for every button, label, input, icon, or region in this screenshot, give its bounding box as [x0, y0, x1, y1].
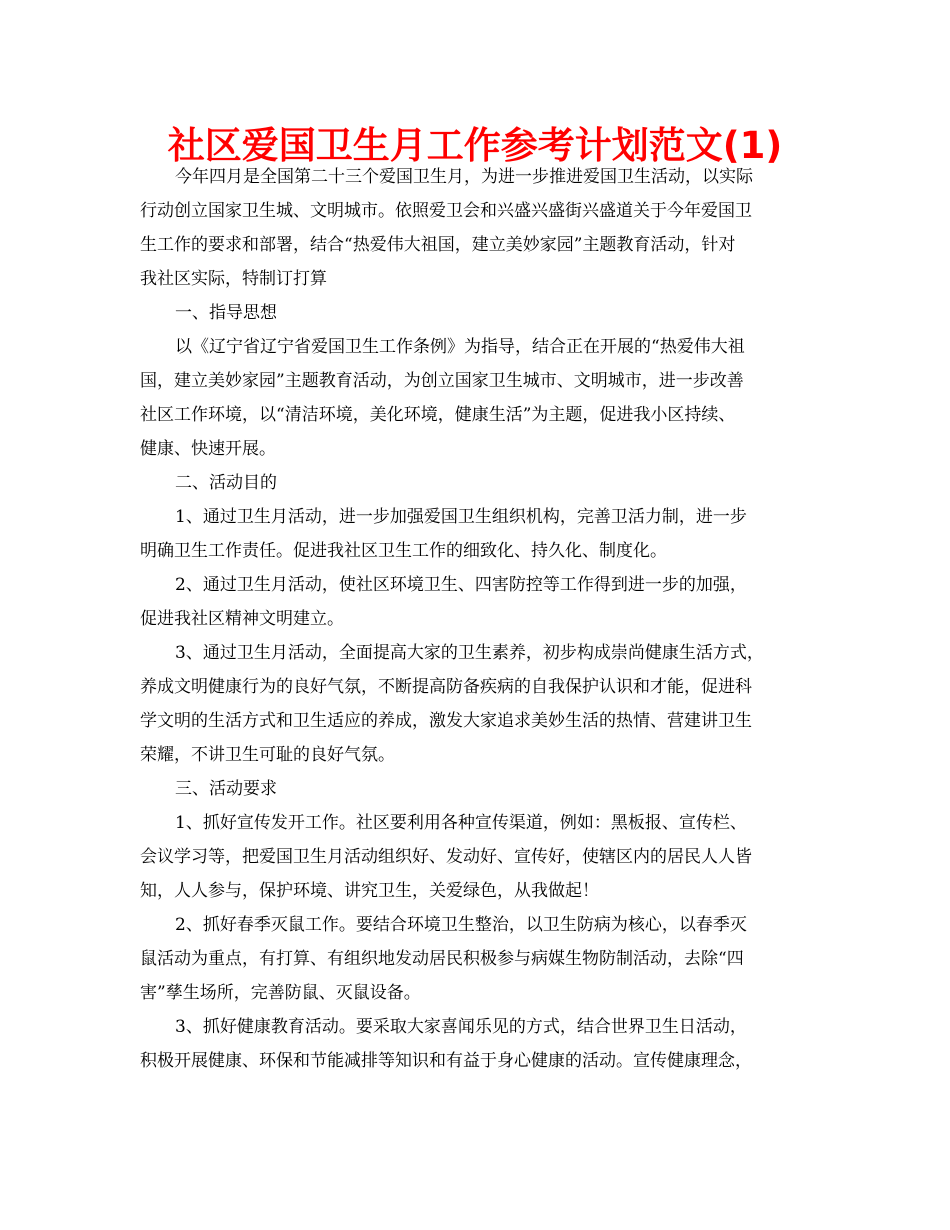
- text-line: 行动创立国家卫生城、文明城市。依照爱卫会和兴盛兴盛街兴盛道关于今年爱国卫: [140, 201, 752, 221]
- text-line: 今年四月是全国第二十三个爱国卫生月，为进一步推进爱国卫生活动，以实际: [175, 167, 753, 187]
- text-line: 3、通过卫生月活动，全面提高大家的卫生素养，初步构成崇尚健康生活方式，: [175, 643, 764, 663]
- text-line: 学文明的生活方式和卫生适应的养成，激发大家追求美妙生活的热情、营建讲卫生: [140, 711, 752, 731]
- text-line: 三、活动要求: [175, 779, 277, 799]
- text-line: 2、抓好春季灭鼠工作。要结合环境卫生整治，以卫生防病为核心，以春季灭: [175, 915, 747, 935]
- text-line: 二、活动目的: [175, 473, 277, 493]
- text-line: 养成文明健康行为的良好气氛，不断提高防备疾病的自我保护认识和才能，促进科: [140, 677, 752, 697]
- paragraph: [140, 908, 812, 1010]
- text-line: 健康、快速开展。: [140, 439, 276, 459]
- text-line: 3、抓好健康教育活动。要采取大家喜闻乐见的方式，结合世界卫生日活动，: [175, 1017, 747, 1037]
- paragraph: [140, 1010, 812, 1078]
- paragraph: [140, 806, 812, 908]
- text-line: 鼠活动为重点，有打算、有组织地发动居民积极参与病媒生物防制活动，去除“四: [140, 949, 744, 969]
- document-body: [140, 160, 812, 1078]
- document-title: 社区爱国卫生月工作参考计划范文(1): [167, 124, 783, 167]
- paragraph: [140, 330, 812, 466]
- text-line: 害”孳生场所，完善防鼠、灭鼠设备。: [140, 983, 421, 1003]
- paragraph: [140, 500, 812, 568]
- paragraph: [140, 466, 812, 500]
- text-line: 社区工作环境，以“清洁环境，美化环境，健康生活”为主题，促进我小区持续、: [140, 405, 736, 425]
- text-line: 一、指导思想: [175, 303, 277, 323]
- text-line: 2、通过卫生月活动，使社区环境卫生、四害防控等工作得到进一步的加强，: [175, 575, 747, 595]
- paragraph: [140, 160, 812, 296]
- text-line: 会议学习等，把爱国卫生月活动组织好、发动好、宣传好，使辖区内的居民人人皆: [140, 847, 752, 867]
- text-line: 1、通过卫生月活动，进一步加强爱国卫生组织机构，完善卫活力制，进一步: [175, 507, 747, 527]
- text-line: 我社区实际，特制订打算: [140, 269, 327, 289]
- text-line: 积极开展健康、环保和节能减排等知识和有益于身心健康的活动。宣传健康理念，: [140, 1051, 752, 1071]
- text-line: 知，人人参与，保护环境、讲究卫生，关爱绿色，从我做起！: [140, 881, 599, 901]
- paragraph: [140, 636, 812, 772]
- paragraph: [140, 568, 812, 636]
- text-line: 1、抓好宣传发开工作。社区要利用各种宣传渠道，例如：黑板报、宣传栏、: [175, 813, 747, 833]
- text-line: 以《辽宁省辽宁省爱国卫生工作条例》为指导，结合正在开展的“热爱伟大祖: [175, 337, 745, 357]
- paragraph: [140, 296, 812, 330]
- text-line: 生工作的要求和部署，结合“热爱伟大祖国，建立美妙家园”主题教育活动，针对: [140, 235, 736, 255]
- text-line: 明确卫生工作责任。促进我社区卫生工作的细致化、持久化、制度化。: [140, 541, 667, 561]
- text-line: 国，建立美妙家园”主题教育活动，为创立国家卫生城市、文明城市，进一步改善: [140, 371, 744, 391]
- text-line: 促进我社区精神文明建立。: [140, 609, 344, 629]
- paragraph: [140, 772, 812, 806]
- text-line: 荣耀，不讲卫生可耻的良好气氛。: [140, 745, 395, 765]
